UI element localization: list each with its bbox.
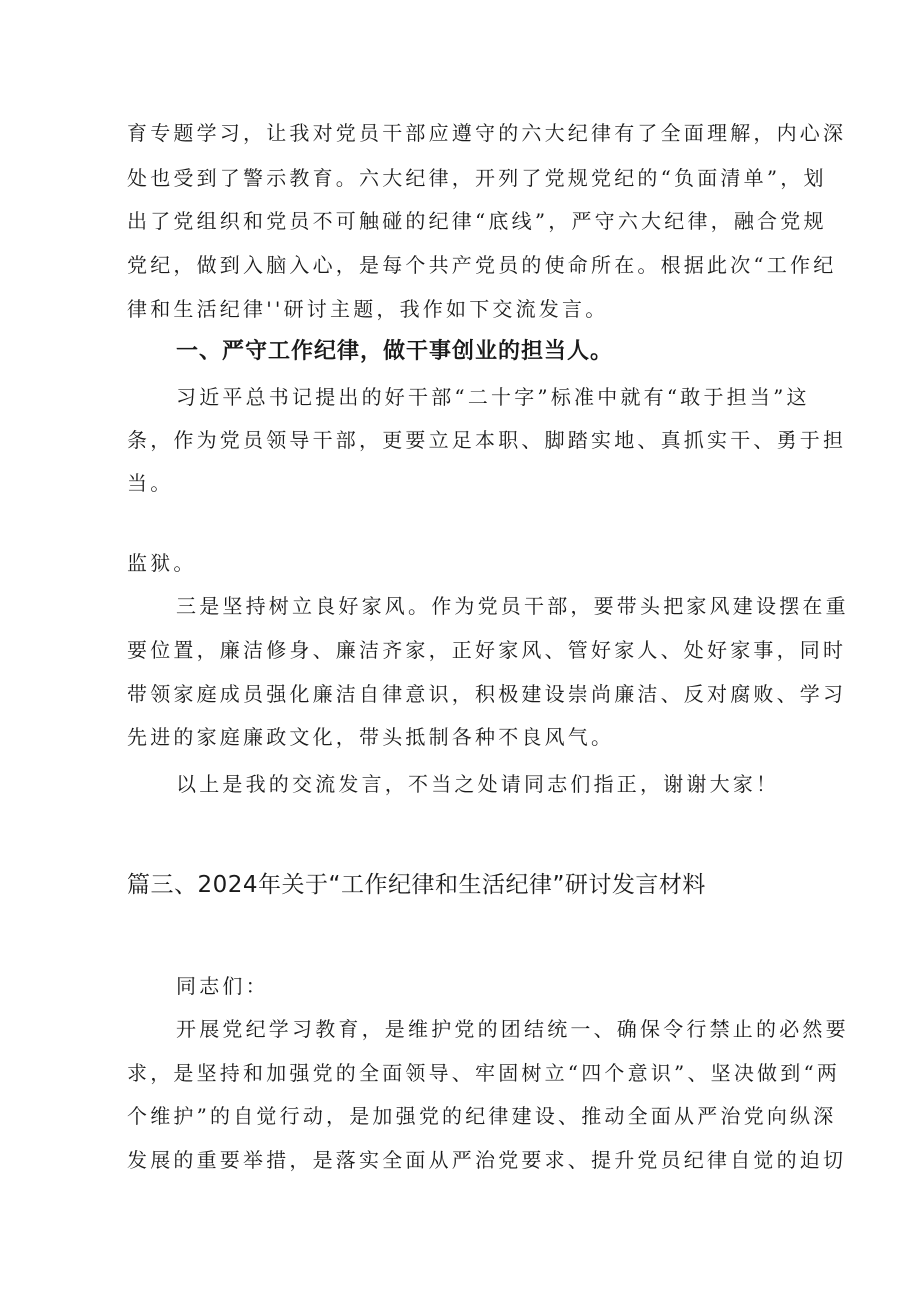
paragraph-fragment: 监狱。 bbox=[127, 551, 197, 575]
paragraph-line: 育专题学习，让我对党员干部应遵守的六大纪律有了全面理解，内心深 bbox=[127, 121, 847, 145]
paragraph-line: 条，作为党员领导干部，更要立足本职、脚踏实地、真抓实干、勇于担 bbox=[127, 428, 847, 452]
salutation: 同志们： bbox=[176, 974, 269, 998]
paragraph-line: 先进的家庭廉政文化，带头抵制各种不良风气。 bbox=[127, 725, 615, 749]
paragraph-line: 出了党组织和党员不可触碰的纪律“底线”，严守六大纪律，融合党规 bbox=[127, 209, 827, 233]
paragraph-line: 带领家庭成员强化廉洁自律意识，积极建设崇尚廉洁、反对腐败、学习 bbox=[127, 682, 847, 706]
paragraph-line: 要位置，廉洁修身、廉洁齐家，正好家风、管好家人、处好家事，同时 bbox=[127, 638, 847, 662]
paragraph-line: 个维护”的自觉行动，是加强党的纪律建设、推动全面从严治党向纵深 bbox=[127, 1104, 837, 1128]
paragraph-line: 党纪，做到入脑入心，是每个共产党员的使命所在。根据此次“工作纪 bbox=[127, 253, 837, 277]
paragraph-line: 律和生活纪律''研讨主题，我作如下交流发言。 bbox=[127, 297, 609, 321]
paragraph-line: 三是坚持树立良好家风。作为党员干部，要带头把家风建设摆在重 bbox=[176, 594, 849, 618]
closing-line: 以上是我的交流发言，不当之处请同志们指正，谢谢大家！ bbox=[176, 772, 780, 796]
paragraph-line: 发展的重要举措，是落实全面从严治党要求、提升党员纪律自觉的迫切 bbox=[127, 1148, 847, 1172]
section-title: 篇三、2024年关于“工作纪律和生活纪律”研讨发言材料 bbox=[127, 872, 706, 898]
section-heading: 一、严守工作纪律，做干事创业的担当人。 bbox=[176, 339, 614, 364]
paragraph-line: 处也受到了警示教育。六大纪律，开列了党规党纪的“负面清单”，划 bbox=[127, 166, 827, 190]
paragraph-line: 求，是坚持和加强党的全面领导、牢固树立“四个意识”、坚决做到“两 bbox=[127, 1061, 841, 1085]
paragraph-line: 当。 bbox=[127, 471, 174, 495]
paragraph-line: 开展党纪学习教育，是维护党的团结统一、确保令行禁止的必然要 bbox=[176, 1017, 849, 1041]
paragraph-line: 习近平总书记提出的好干部“二十字”标准中就有“敢于担当”这 bbox=[176, 385, 810, 409]
